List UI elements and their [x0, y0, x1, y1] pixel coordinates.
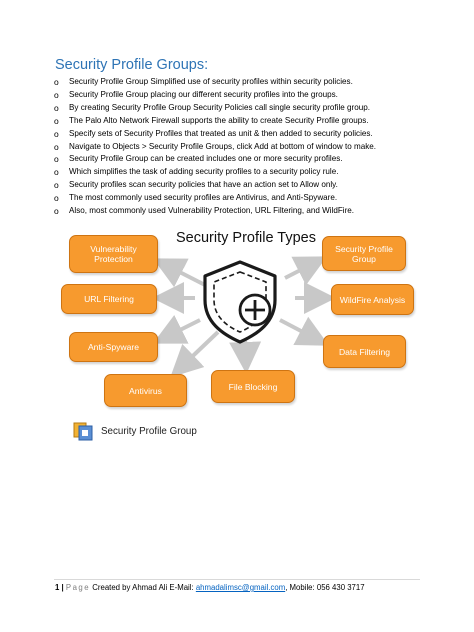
bullet-marker: o — [54, 128, 59, 139]
bullet-marker: o — [54, 141, 59, 152]
page-footer — [55, 583, 365, 592]
list-item: o By creating Security Profile Group Security Policies call single security profile group. — [54, 102, 370, 113]
anti-spyware-box: Anti-Spyware — [69, 332, 158, 362]
profile-group-icon — [73, 421, 93, 441]
security-profile-group-box: Security Profile Group — [322, 236, 406, 271]
email-link[interactable]: ahmadalimsc@gmail.com — [195, 583, 286, 592]
list-item: o The Palo Alto Network Firewall supports the ability to create Security Profile groups. — [54, 115, 369, 126]
list-item: o Also, most commonly used Vulnerability Protection, URL Filtering, and WildFire. — [54, 206, 355, 217]
list-item: o Navigate to Objects > Security Profile Groups, click Add at bottom of window to make. — [54, 141, 377, 152]
arrow-antivirus — [176, 332, 218, 372]
bullet-marker: o — [54, 154, 59, 165]
bullet-marker: o — [54, 89, 59, 100]
list-item: o Which simplifies the task of adding security profiles to a security policy rule. — [54, 167, 339, 178]
arrow-datafiltering — [280, 320, 322, 342]
group-label: Security Profile Group — [101, 425, 197, 437]
bullet-marker: o — [54, 180, 59, 191]
list-item: o Security Profile Group can be created includes one or more security profiles. — [54, 154, 343, 165]
wildfire-analysis-box: WildFire Analysis — [331, 284, 414, 315]
page-word: Page — [65, 583, 91, 592]
list-item: o Security profiles scan security policies that have an action set to Allow only. — [54, 180, 338, 191]
file-blocking-box: File Blocking — [211, 370, 295, 403]
arrow-vulnerability — [160, 262, 205, 285]
list-item: o The most commonly used security profiles are Antivirus, and Anti-Spyware. — [54, 193, 338, 204]
shield-icon — [205, 262, 275, 342]
created-by: Created by Ahmad Ali E-Mail: — [92, 583, 194, 592]
arrow-antispyware — [160, 320, 200, 340]
diagram-title: Security Profile Types — [176, 230, 316, 246]
list-item: o Security Profile Group placing our different security profiles into the groups. — [54, 89, 338, 100]
section-title: Security Profile Groups: — [55, 57, 209, 73]
mobile-text: , Mobile: 056 430 3717 — [285, 583, 365, 592]
data-filtering-box: Data Filtering — [323, 335, 406, 368]
url-filtering-box: URL Filtering — [61, 284, 157, 314]
security-profile-group-row — [73, 421, 197, 441]
page-number: 1 — [55, 583, 60, 592]
bullet-marker: o — [54, 167, 59, 178]
bullet-marker: o — [54, 115, 59, 126]
list-item: o Security Profile Group Simplified use of security profiles within security policies. — [54, 77, 353, 87]
arrow-fileblocking — [245, 338, 246, 366]
footer-divider — [54, 579, 420, 580]
bullet-marker: o — [54, 206, 59, 217]
antivirus-box: Antivirus — [104, 374, 187, 407]
bullet-marker: o — [54, 102, 59, 113]
bullet-marker: o — [54, 77, 59, 87]
arrow-group — [285, 260, 320, 278]
list-item: o Specify sets of Security Profiles that treated as unit & then added to security policies. — [54, 128, 373, 139]
footer-separator: | — [61, 583, 64, 592]
bullet-marker: o — [54, 193, 59, 204]
vulnerability-protection-box: Vulnerability Protection — [69, 235, 158, 273]
